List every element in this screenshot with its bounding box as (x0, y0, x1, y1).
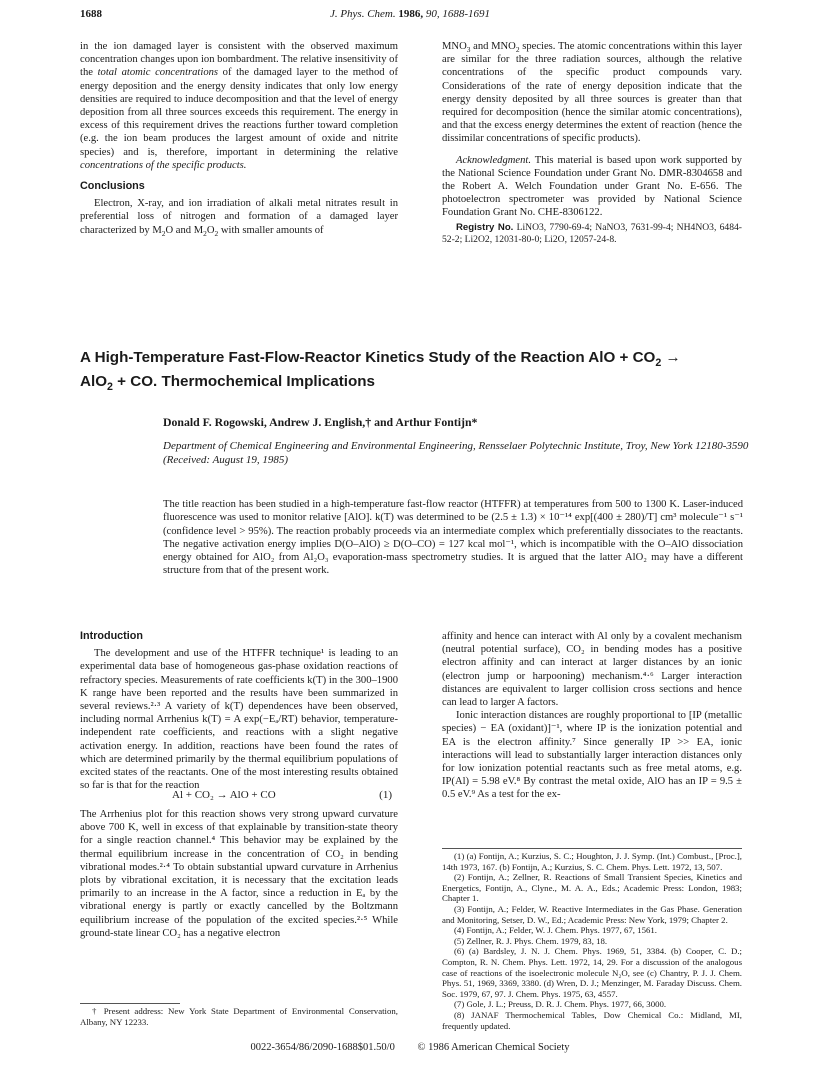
equation-number: (1) (379, 789, 392, 801)
introduction-heading: Introduction (80, 630, 143, 642)
prev-article-right-column (442, 40, 742, 246)
reference-item: (4) Fontijn, A.; Felder, W. J. Chem. Phys. 1977, 67, 1561. (454, 925, 657, 936)
conclusions-paragraph: Electron, X-ray, and ion irradiation of alkali metal nitrates result in preferential loss of nitrogen and formation of a damaged layer characterized by $M_2O$ and $M_2O_2$ with smaller amounts of (80, 198, 398, 238)
intro-paragraph-2: The Arrhenius plot for this reaction shows very strong upward curvature above 700 K, well in excess of that explainable by transition-state theory for a single reaction channel.⁴ This behavior may be explained by the thermal equilibrium increase in the concentration of CO₂ in bending vibrational modes.²·⁴ To obtain substantial upward curvature in Arrhenius plots by vibrational excitation, it is necessary that the excitation leads primarily to an increase in the A factor, since a reduction in Eₐ by the vibrational energy is partly or exactly cancelled by the Boltzmann equilibrium increase of the population of the excited species.²·⁵ While ground-state linear CO₂ has a negative electron (80, 809, 398, 939)
authors: Donald F. Rogowski, Andrew J. English,† and Arthur Fontijn* (163, 415, 478, 429)
conclusions-heading: Conclusions (80, 180, 145, 193)
reference-item: (8) JANAF Thermochemical Tables, Dow Chemical Co.: Midland, MI, frequently updated. (442, 1009, 742, 1031)
reference-item: (5) Zellner, R. J. Phys. Chem. 1979, 83, 18. (454, 935, 608, 946)
reference-item: (3) Fontijn, A.; Felder, W. Reactive Intermediates in the Gas Phase. Generation and Monitoring, Setser, D. W., Ed.; Academic Press: New York, 1979; Chapter 2. (442, 903, 742, 925)
reference-item: (1) (a) Fontijn, A.; Kurzius, S. C.; Houghton, J. J. Symp. (Int.) Combust., [Proc.], 14th 1973, 167. (b) Fontijn, A.; Kurzius, S. C. Chem. Phys. Lett. 1972, 13, 507. (442, 851, 742, 872)
reference-item: (2) Fontijn, A.; Zellner, R. Reactions of Small Transient Species, Kinetics and Energetics, Fontijn, A., Clyne., M. A. A., Eds.; Academic Press: London, 1983; Chapter 1. (442, 872, 742, 904)
journal-name: J. Phys. Chem. (329, 8, 396, 20)
present-address-footnote: † Present address: New York State Department of Environmental Conservation, Albany, NY 12233. (80, 1006, 398, 1027)
references-list (442, 851, 742, 1031)
intro-paragraph-3: affinity and hence can interact with Al only by a covalent mechanism (neutral potential surface), CO₂ in bending modes has a positive electron affinity and can interact at larger distances by an ionic (electron jump or harpooning) mechanism.⁴·⁶ Larger interaction distances are equivalent to larger collision cross sections and hence can lead to larger A factors. (442, 631, 742, 709)
prev-article-continuation: $MNO_3$ and $MNO_2$ species. The atomic concentrations within this layer are similar for the three radiation sources, although the relative concentrations of the specific product compounds vary. Considerations of the rate of energy deposition indicate that the energy density deposited by all three sources is greater than that required for decomposition (hence the similar atomic concentrations), and that the excess energy determines the extent of reaction (hence the dissimilar concentrations of specific products). (442, 41, 742, 145)
intro-paragraph-1: The development and use of the HTFFR technique¹ is leading to an experimental data base of homogeneous gas-phase oxidation reactions of refractory species. Measurements of rate coefficients k(T) in the 300–1900 K range have been reported and the results have been summarized in several reviews.²·³ A variety of k(T) dependences have been observed, including normal Arrhenius k(T) = A exp(−Eₐ/RT) behavior, temperature-independent rate coefficients, and reactions with a slight negative activation energy. In addition, reactions have been found the rates of which are determined primarily by the thermal equilibrium populations of excited states of the reactants. One of the most interesting results obtained so far is that for the reaction (80, 648, 398, 792)
equation-text: Al + CO₂ → AlO + CO (172, 789, 276, 801)
intro-left-column-cont (80, 808, 398, 940)
intro-paragraph-4: Ionic interaction distances are roughly proportional to [IP (metallic species) − EA (oxidant)]⁻¹, where IP is the ionization potential and EA is the electron affinity.⁷ Since generally IP >> EA, ionic interactions will lead to substantially larger interaction distances only for low ionization potential reactants such as free metal atoms, e.g. IP(Al) = 5.98 eV.⁸ By contrast the metal oxide, AlO has an IP = 9.5 ± 0.5 eV.⁹ As a test for the ex- (442, 710, 742, 801)
journal-citation: 90, 1688-1691 (425, 8, 491, 20)
intro-right-column (442, 630, 742, 802)
registry-numbers: Registry No. LiNO3, 7790-69-4; NaNO3, 7631-99-4; NH4NO3, 6484-52-2; Li2O2, 12031-80-0; Li2O, 12057-24-8. (442, 221, 742, 245)
intro-left-column (80, 630, 398, 792)
reference-item: (7) Gole, J. L.; Preuss, D. R. J. Chem. Phys. 1977, 66, 3000. (454, 999, 667, 1010)
reference-item: (6) (a) Bardsley, J. N. J. Chem. Phys. 1969, 51, 3384. (b) Cooper, C. D.; Compton, R. N. Chem. Phys. Lett. 1972, 14, 29. For a discussion of the analogous case of reactions of the isoelectronic molecule N₂O, see (c) Chantry, P. J. J. Chem. Phys. 51, 1969, 3369, 3380. (d) Wren, D. J.; Menzinger, M. Faraday Discuss. Chem. Soc. 1979, 67, 97. J. Chem. Phys. 1975, 63, 4557. (442, 946, 742, 999)
affiliation: Department of Chemical Engineering and Environmental Engineering, Rensselaer Polytechnic Institute, Troy, New York 12180-3590 (Received: August 19, 1985) (163, 440, 749, 466)
footnote-rule (80, 1003, 180, 1004)
prev-article-left-column (80, 40, 398, 237)
journal-year: 1986, (398, 8, 424, 20)
acknowledgment: Acknowledgment. This material is based upon work supported by the National Science Foundation under Grant No. DMR-8304658 and the Robert A. Welch Foundation under Grant No. E-656. The photoelectron spectrometer was provided by National Science Foundation Grant No. CHE-8306122. (442, 154, 742, 219)
abstract: The title reaction has been studied in a high-temperature fast-flow reactor (HTFFR) at temperatures from 500 to 1300 K. Laser-induced fluorescence was used to monitor relative [AlO]. k(T) was determined to be (2.5 ± 1.3) × 10⁻¹⁴ exp[(400 ± 280)/T] cm³ molecule⁻¹ s⁻¹ (confidence level > 95%). The reaction probably proceeds via an intermediate complex which preferentially dissociates to the reactants. The negative activation energy implies D(O–AlO) ≥ D(O–CO) = 127 kcal mol⁻¹, which is incompatible with the O–AlO dissociation energy obtained for AlO₂ from Al₂O₃ evaporation-mass spectrometry studies. It is argued that the latter AlO₂ may have a different structure from that of the present work. (163, 499, 743, 577)
article-title: A High-Temperature Fast-Flow-Reactor Kinetics Study of the Reaction AlO + $CO_2$ → AlO$_2$ + CO. Thermochemical Implications (80, 349, 681, 394)
publication-code: 0022-3654/86/2090-1688$01.50/0 (250, 1042, 395, 1053)
prev-article-paragraph: in the ion damaged layer is consistent with the observed maximum concentration changes upon ion bombardment. The relative insensitivity of the total atomic concentrations of the damaged layer to the method of energy deposition and the energy density indicates that only low energy densities are required to induce decomposition and that the level of energy deposition from all three sources exceeds this requirement. The energy in excess of this requirement drives the reactions further toward completion (e.g. the ion beam produces the largest amount of oxide and nitrite species) and is, therefore, important in determining the relative concentrations of the specific products. (80, 41, 398, 171)
references-rule (442, 848, 742, 849)
copyright-notice: © 1986 American Chemical Society (417, 1042, 570, 1053)
page-number: 1688 (80, 8, 102, 20)
running-header (0, 8, 820, 20)
page-footer (0, 1042, 820, 1053)
